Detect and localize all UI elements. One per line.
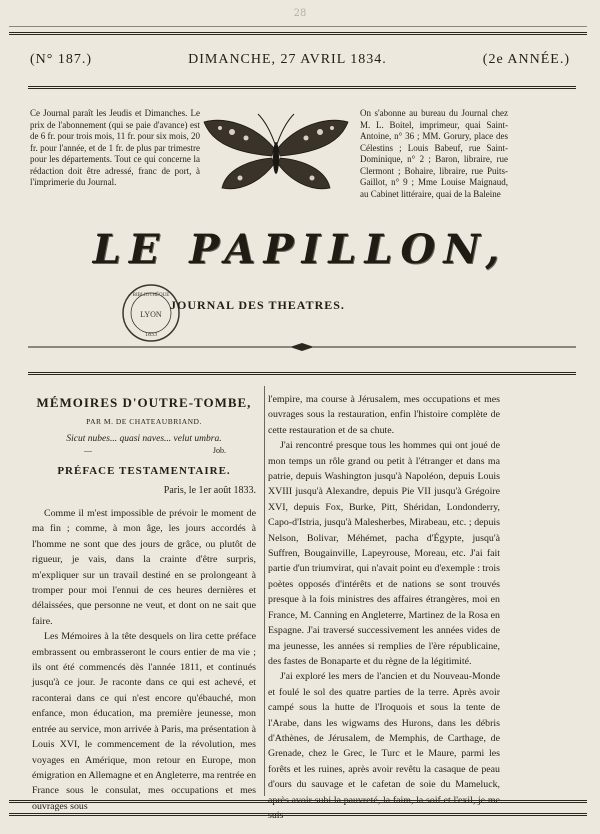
issue-number: (N° 187.) [30, 52, 93, 67]
preface-date: Paris, le 1er août 1833. [163, 485, 256, 496]
article-left-column [32, 395, 256, 814]
newspaper-title: LE PAPILLON, [92, 226, 508, 273]
newspaper-subtitle: JOURNAL DES THEATRES. [170, 298, 345, 312]
issue-year: (2e ANNÉE.) [482, 52, 570, 67]
epigraph-attribution [32, 444, 256, 455]
page-number: 28 [293, 8, 307, 19]
dateline-rule [28, 86, 576, 89]
paragraph: J'ai exploré les mers de l'ancien et du Nouveau-Monde et foulé le sol des quatre parties de la terre. Après avoir campé sous la hutte de l'Iroquois et sous la tente de l'Arabe, dans les wigwams des Hurons, dans les débris d'Athènes, de Jérusalem, de Memphis, de Carthage, de Grenade, chez le Grec, le Turc et le Maure, parmi les forêts et les ruines, après avoir revêtu la casaque de peau d'ours du sauvage et le cafetan de soie du Mameluck, après avoir subi la pauvreté, la faim, la soif et l'exil, je me suis [268, 671, 500, 821]
paragraph: J'ai rencontré presque tous les hommes qui ont joué de mon temps un rôle grand ou petit à l'étranger et dans ma patrie, depuis Washington jusqu'à Napoléon, depuis Louis XVIII jusqu'à Alexandre, depuis Pie VII jusqu'à Grégoire XVI, depuis Fox, Burke, Pitt, Shéridan, Londonderry, Capo-d'Istria, jusqu'à Malesherbes, Mirabeau, etc. ; depuis Nelson, Bolivar, Méhémet, pacha d'Égypte, jusqu'à Suffren, Bougainville, Lapeyrouse, Moreau, etc. J'ai fait partie d'un triumvirat, qui n'avait point eu d'exemple : trois poètes opposés d'intérêts et de nations se sont trouvés presque à la fois ministres des affaires étrangères, moi en France, M. Canning en Angleterre, Martinez de la Rosa en Espagne. J'ai traversé successivement les années vides de ma jeunesse, les années si remplies de l'ère républicaine, des fastes de Bonaparte et du règne de la légitimité. [268, 440, 500, 667]
article-right-column [268, 392, 500, 823]
top-rule [9, 26, 587, 27]
subscription-info: Ce Journal paraît les Jeudis et Dimanches. Le prix de l'abonnement (qui se paie d'avance) est de 6 fr. pour trois mois, 11 fr. pour six mois, 20 fr. pour l'année, et de 1 fr. de plus par trimestre pour les départements. Tout ce qui concerne la rédaction doit être adressé, franc de port, à l'imprimerie du Journal. [30, 108, 200, 187]
preface-heading: PRÉFACE TESTAMENTAIRE. [57, 465, 231, 477]
paragraph: Comme il m'est impossible de prévoir le moment de ma fin ; comme, à mon âge, les jours accordés à l'homme ne sont que des jours de grâce, ou plutôt de rigueur, je vais, dans la crainte d'être surpris, m'expliquer sur un travail destiné en se prolongeant à tromper pour moi l'ennui de ces heures dernières et délaissées, que personne ne veut, et dont on ne sait que faire. [32, 508, 256, 627]
subscription-offices: On s'abonne au bureau du Journal chez M. L. Boitel, imprimeur, quai Saint-Antoine, n° 36 ; MM. Gorury, place des Célestins ; Louis Babeuf, rue Saint-Dominique, n° 2 ; Baron, libraire, rue Clermont ; Bohaire, libraire, rue Puits-Gaillot, n° 9 ; Mme Louise Maignaud, au Cabinet littéraire, quai de la Baleine [360, 108, 508, 199]
article-epigraph: Sicut nubes... quasi naves... velut umbra. [66, 434, 222, 444]
butterfly-icon [196, 108, 356, 198]
svg-text:1833: 1833 [145, 332, 157, 338]
library-stamp [120, 282, 182, 344]
article-byline: PAR M. DE CHATEAUBRIAND. [86, 417, 202, 426]
svg-text:BIBLIOTHÈQUE: BIBLIOTHÈQUE [132, 293, 170, 298]
issue-date: DIMANCHE, 27 AVRIL 1834. [188, 52, 387, 67]
bottom-rule [9, 800, 587, 803]
columns-top-rule [28, 372, 576, 375]
column-divider [264, 386, 265, 796]
article-title: MÉMOIRES D'OUTRE-TOMBE, [36, 395, 252, 410]
svg-text:LYON: LYON [140, 310, 162, 319]
epigraph-source: Job. [212, 446, 226, 455]
paragraph: l'empire, ma course à Jérusalem, mes occupations et mes ouvrages sous la restauration, enfin l'histoire complète de cette restauration et de sa chute. [268, 394, 500, 436]
masthead-dateline [30, 52, 570, 68]
paragraph: Les Mémoires à la tête desquels on lira cette préface embrassent ou embrasseront le cours entier de ma vie ; ils ont été commencés dès l'année 1811, et continués jusqu'à ce jour. Je raconte dans ce qui est achevé, et raconterai dans ce qui n'est encore qu'ébauché, mon enfance, mon éducation, ma première jeunesse, mon entrée au service, mon arrivée à Paris, ma présentation à Louis XVI, le commencement de la révolution, mes voyages en Amérique, mon retour en Europe, mon émigration en Allemagne et en Angleterre, ma rentrée en France sous le consulat, mes occupations et mes ouvrages sous [32, 631, 257, 812]
epigraph-dash: — [84, 446, 92, 455]
ornamental-rule [28, 342, 576, 352]
